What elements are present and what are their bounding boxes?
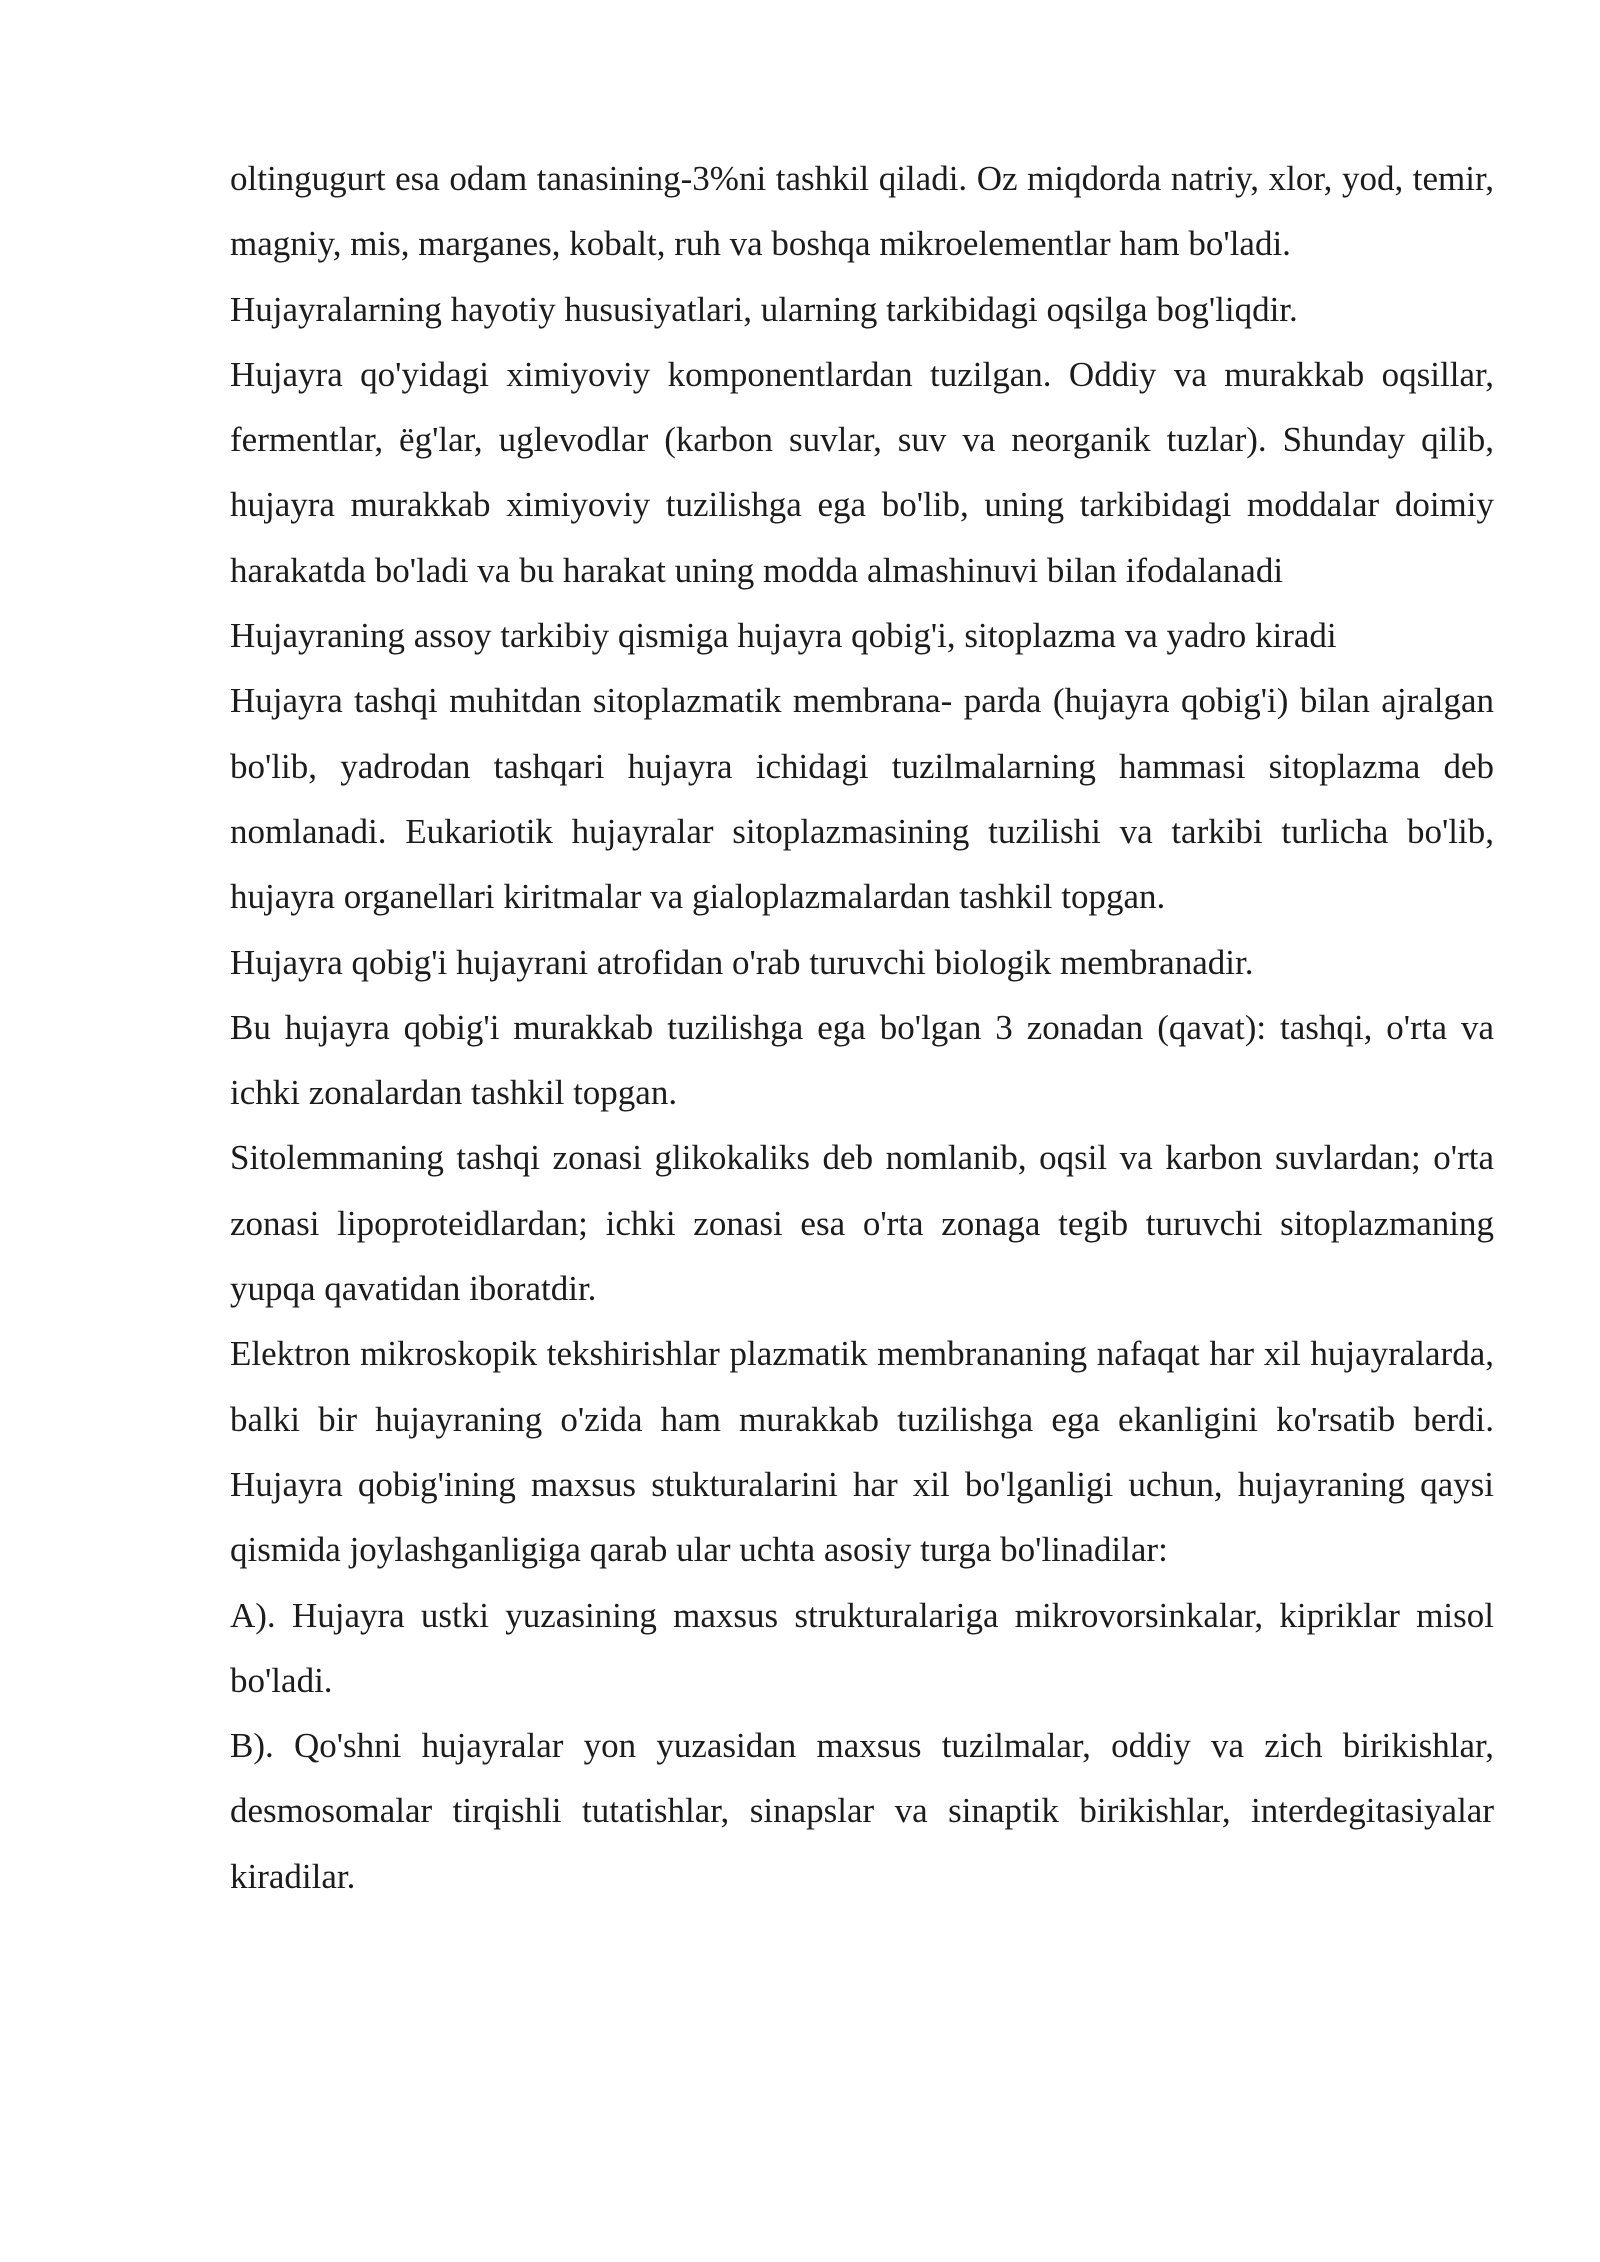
- paragraph-6: Hujayra qobig'i hujayrani atrofidan o'rab turuvchi biologik membranadir.: [230, 942, 1254, 982]
- paragraph-11: B). Qo'shni hujayralar yon yuzasidan maxsus tuzilmalar, oddiy va zich birikishlar, desmosomalar tirqishli tutatishlar, sinapslar va sinaptik birikishlar, interdegitasiyalar kiradilar.: [230, 1726, 1494, 1896]
- paragraph-5: Hujayra tashqi muhitdan sitoplazmatik membrana- parda (hujayra qobig'i) bilan ajralgan bo'lib, yadrodan tashqari hujayra ichidagi tuzilmalarning hammasi sitoplazma deb nomlanadi. Eukariotik hujayralar sitoplazmasining tuzilishi va tarkibi turlicha bo'lib, hujayra organellari kiritmalar va gialoplazmalardan tashkil topgan.: [230, 681, 1494, 917]
- document-body: [230, 146, 1494, 1909]
- paragraph-7: Bu hujayra qobig'i murakkab tuzilishga ega bo'lgan 3 zonadan (qavat): tashqi, o'rta va ichki zonalardan tashkil topgan.: [230, 1007, 1494, 1113]
- paragraph-1: oltingugurt esa odam tanasining-3%ni tashkil qiladi. Oz miqdorda natriy, xlor, yod, temir, magniy, mis, marganes, kobalt, ruh va boshqa mikroelementlar ham bo'ladi.: [230, 159, 1494, 264]
- paragraph-8: Sitolemmaning tashqi zonasi glikokaliks deb nomlanib, oqsil va karbon suvlardan; o'rta zonasi lipoproteidlardan; ichki zonasi esa o'rta zonaga tegib turuvchi sitoplazmaning yupqa qavatidan iboratdir.: [230, 1138, 1494, 1309]
- paragraph-3: Hujayra qo'yidagi ximiyoviy komponentlardan tuzilgan. Oddiy va murakkab oqsillar, fermentlar, ёg'lar, uglevodlar (karbon suvlar, suv va neorganik tuzlar). Shunday qilib, hujayra murakkab ximiyoviy tuzilishga ega bo'lib, uning tarkibidagi moddalar doimiy harakatda bo'ladi va bu harakat uning modda almashinuvi bilan ifodalanadi: [230, 354, 1494, 590]
- paragraph-4: Hujayraning assoy tarkibiy qismiga hujayra qobig'i, sitoplazma va yadro kiradi: [230, 616, 1337, 656]
- paragraph-10: A). Hujayra ustki yuzasining maxsus strukturalariga mikrovorsinkalar, kipriklar misol bo'ladi.: [230, 1595, 1494, 1700]
- paragraph-2: Hujayralarning hayotiy hususiyatlari, ularning tarkibidagi oqsilga bog'liqdir.: [230, 289, 1298, 329]
- paragraph-9: Elektron mikroskopik tekshirishlar plazmatik membrananing nafaqat har xil hujayralarda, balki bir hujayraning o'zida ham murakkab tuzilishga ega ekanligini ko'rsatib berdi. Hujayra qobig'ining maxsus stukturalarini har xil bo'lganligi uchun, hujayraning qaysi qismida joylashganligiga qarab ular uchta asosiy turga bo'linadilar:: [230, 1334, 1494, 1570]
